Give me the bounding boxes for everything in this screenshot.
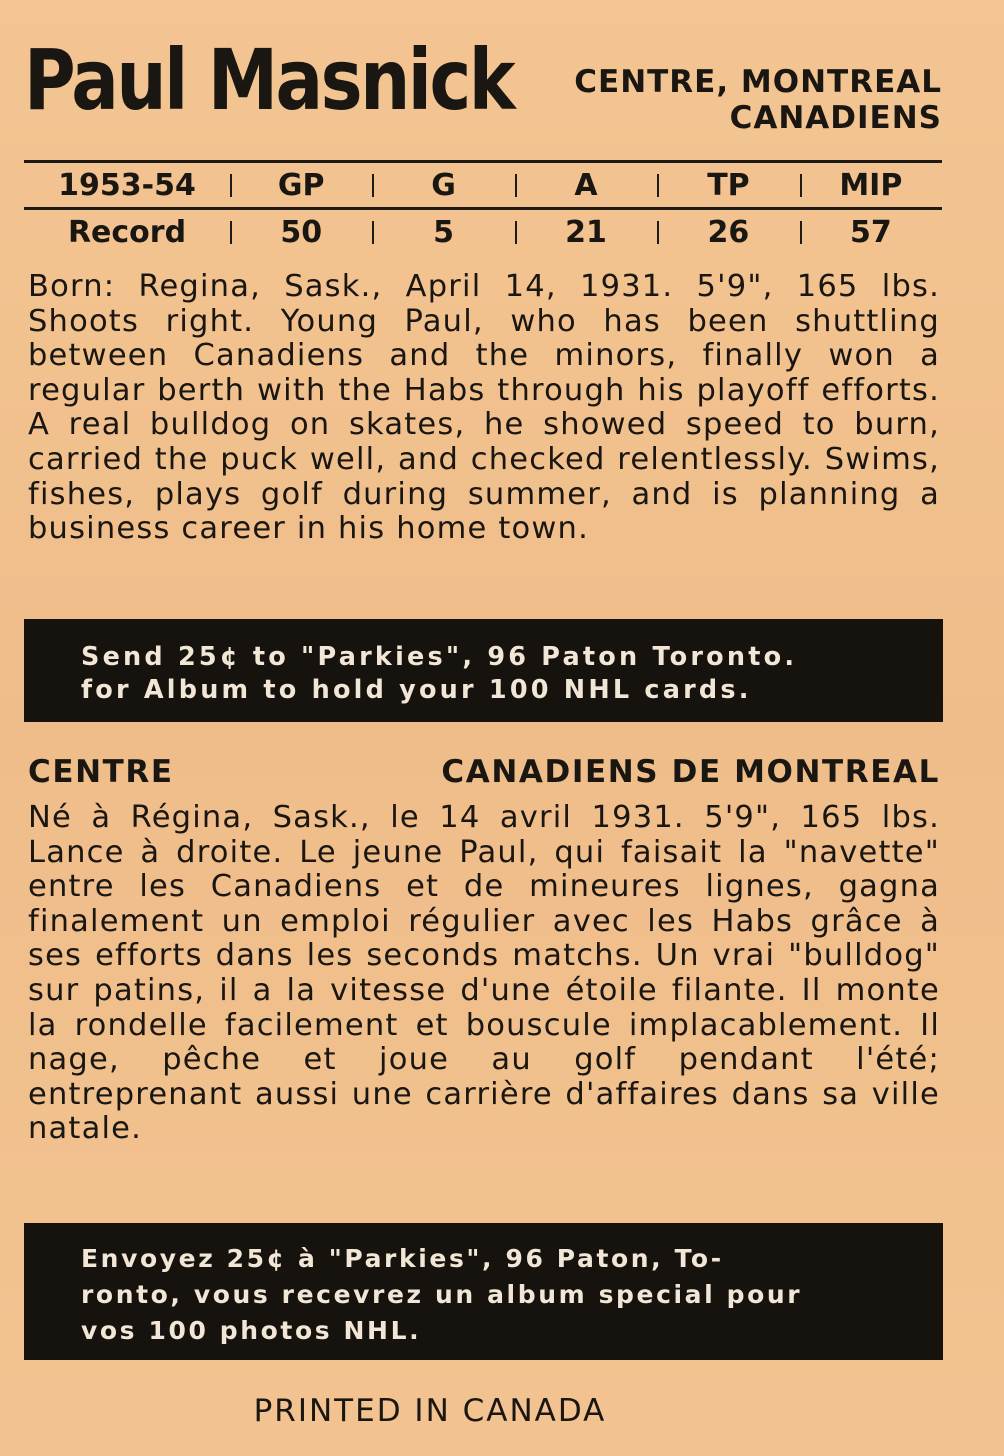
offer-en-line-1: Send 25¢ to "Parkies", 96 Paton Toronto. [81,642,798,672]
offer-fr-line-2: ronto, vous recevrez un album special pour [81,1280,803,1309]
stats-header-a: A [515,168,657,203]
stats-value-row [24,210,942,254]
stats-header-tp: TP [657,168,799,203]
stats-header-mip: MIP [800,168,942,203]
stats-value-a: 21 [515,215,657,250]
stats-value-tp: 26 [657,215,799,250]
french-header [28,754,940,790]
stats-header-gp: GP [230,168,372,203]
stats-value-gp: 50 [230,215,372,250]
french-team: CANADIENS DE MONTREAL [441,754,940,790]
album-offer-french [24,1223,943,1360]
stats-value-mip: 57 [800,215,942,250]
position-line-2: CANADIENS [729,100,942,136]
french-position: CENTRE [28,754,174,790]
stats-row-label: Record [67,214,187,250]
offer-fr-line-1: Envoyez 25¢ à "Parkies", 96 Paton, To- [81,1244,724,1273]
stats-header-g: G [372,168,514,203]
printed-in-canada: PRINTED IN CANADA [253,1393,607,1429]
album-offer-english [24,619,943,722]
stats-season: 1953-54 [58,167,196,203]
stats-header-row [24,163,942,207]
player-name: Paul Masnick [24,31,514,129]
offer-fr-line-3: vos 100 photos NHL. [81,1316,422,1345]
bio-english: Born: Regina, Sask., April 14, 1931. 5'9", 165 lbs. Shoots right. Young Paul, who has been shuttling between Canadiens and the minors, finally won a regular berth with the Habs through his playoff efforts. A real bulldog on skates, he showed speed to burn, carried the puck well, and checked relentlessly. Swims, fishes, plays golf during summer, and is planning a business career in his home town. [28,269,940,547]
bio-french: Né à Régina, Sask., le 14 avril 1931. 5'9", 165 lbs. Lance à droite. Le jeune Paul, qui faisait la "navette" entre les Canadiens et de mineures lignes, gagna finalement un emploi régulier avec les Habs grâce à ses efforts dans les seconds matchs. Un vrai "bulldog" sur patins, il a la vitesse d'une étoile filante. Il monte la rondelle facilement et bouscule implacablement. Il nage, pêche et joue au golf pendant l'été; entreprenant aussi une carrière d'affaires dans sa ville natale. [28,800,940,1147]
stats-table [24,160,942,254]
position-line-1: CENTRE, MONTREAL [574,64,942,100]
player-position [522,64,942,136]
stats-value-g: 5 [372,215,514,250]
offer-en-line-2: for Album to hold your 100 NHL cards. [81,675,752,705]
